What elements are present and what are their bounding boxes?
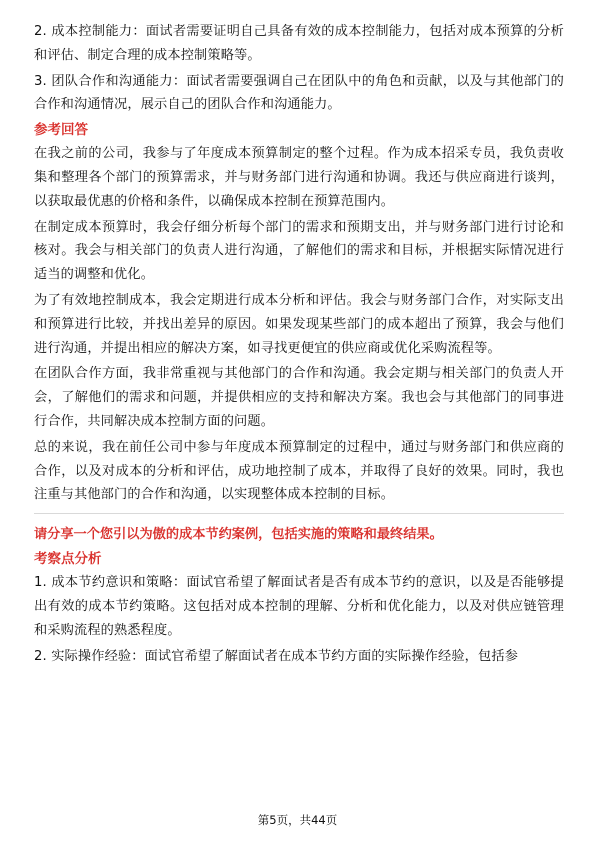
question-title: 请分享一个您引以为傲的成本节约案例，包括实施的策略和最终结果。	[34, 527, 443, 543]
point-cost-saving-awareness: 1. 成本节约意识和策略：面试官希望了解面试者是否有成本节约的意识，以及是否能够提出有效的成本节约策略。这包括对成本控制的理解、分析和优化能力，以及对供应链管理和采购流程的熟悉程度。	[34, 575, 564, 638]
point-cost-control: 2. 成本控制能力：面试者需要证明自己具备有效的成本控制能力，包括对成本预算的分析和评估、制定合理的成本控制策略等。	[34, 24, 564, 63]
answer-paragraph: 在团队合作方面，我非常重视与其他部门的合作和沟通。我会定期与相关部门的负责人开会，了解他们的需求和问题，并提供相应的支持和解决方案。我也会与其他部门的同事进行合作，共同解决成本控制方面的问题。	[34, 366, 564, 429]
document-page	[34, 20, 564, 670]
section-divider	[34, 513, 564, 514]
answer-paragraph: 总的来说，我在前任公司中参与年度成本预算制定的过程中，通过与财务部门和供应商的合作，以及对成本的分析和评估，成功地控制了成本，并取得了良好的效果。同时，我也注重与其他部门的合作和沟通，以实现整体成本控制的目标。	[34, 439, 564, 503]
point-practical-experience: 2. 实际操作经验：面试官希望了解面试者在成本节约方面的实际操作经验，包括参	[34, 648, 519, 664]
analysis-heading: 考察点分析	[34, 551, 102, 568]
answer-paragraph: 在我之前的公司，我参与了年度成本预算制定的整个过程。作为成本招采专员，我负责收集和整理各个部门的预算需求，并与财务部门进行沟通和协调。我还与供应商进行谈判，以获取最优惠的价格和条件，以确保成本控制在预算范围内。	[34, 146, 564, 209]
reference-answer-heading: 参考回答	[34, 122, 88, 139]
answer-paragraph: 在制定成本预算时，我会仔细分析每个部门的需求和预期支出，并与财务部门进行讨论和核对。我会与相关部门的负责人进行沟通，了解他们的需求和目标，并根据实际情况进行适当的调整和优化。	[34, 219, 564, 283]
page-number-footer: 第5页，共44页	[257, 813, 338, 827]
answer-paragraph: 为了有效地控制成本，我会定期进行成本分析和评估。我会与财务部门合作，对实际支出和预算进行比较，并找出差异的原因。如果发现某些部门的成本超出了预算，我会与他们进行沟通，并提出相应的解决方案，如寻找更便宜的供应商或优化采购流程等。	[34, 292, 564, 356]
point-teamwork: 3. 团队合作和沟通能力：面试者需要强调自己在团队中的角色和贡献，以及与其他部门的合作和沟通情况，展示自己的团队合作和沟通能力。	[34, 73, 564, 113]
